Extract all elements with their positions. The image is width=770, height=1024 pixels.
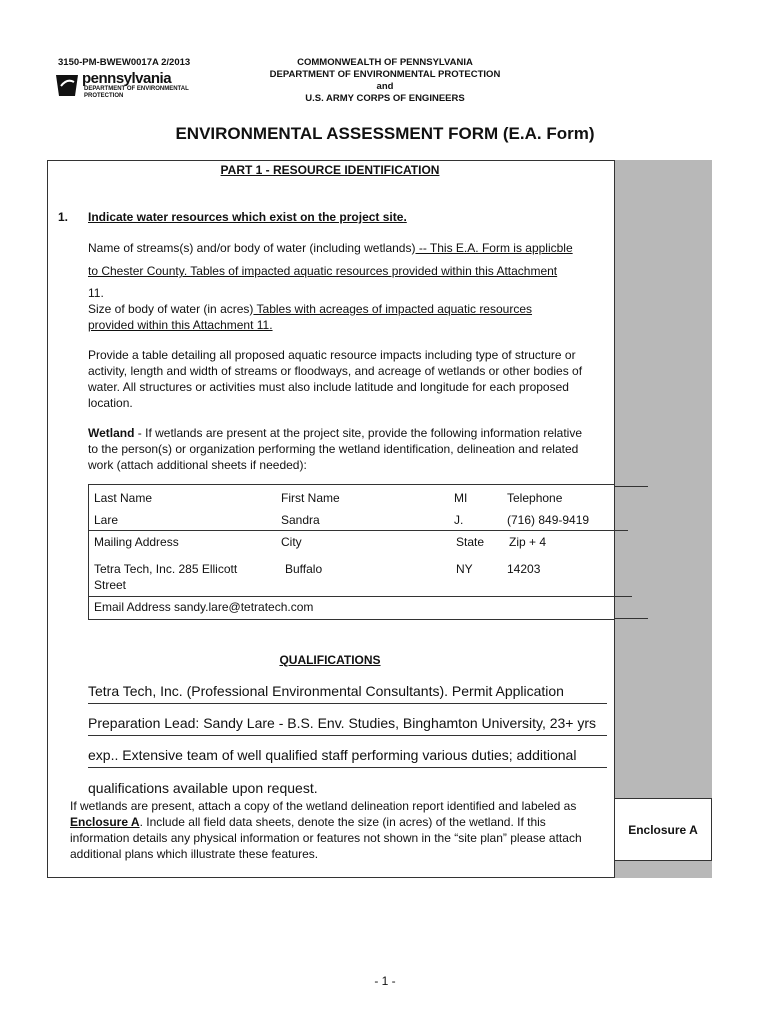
qualifications-line3[interactable]: exp.. Extensive team of well qualified staff performing various duties; additional [88,747,577,763]
city-value[interactable]: Buffalo [285,562,323,576]
enclosure-line1: If wetlands are present, attach a copy of the wetland delineation report identified and labeled as [70,799,577,813]
wetland-paragraph [88,425,582,473]
streams-label: Name of streams(s) and/or body of water (including wetlands) [88,241,416,255]
header-city: City [281,535,302,549]
address-value[interactable] [94,561,237,593]
keystone-icon [54,72,80,98]
wetland-line1: - If wetlands are present at the project site, provide the following information relative [134,426,583,440]
size-label: Size of body of water (in acres) [88,302,254,316]
telephone-value[interactable]: (716) 849-9419 [507,513,590,527]
state-value[interactable]: NY [456,562,473,576]
logo-subtitle-line2: PROTECTION [84,93,124,99]
page-number: - 1 - [374,974,396,988]
question-number: 1. [58,210,69,224]
enclosure-side-label: Enclosure A [614,798,712,861]
instructions-line2: activity, length and width of streams or floodways, and acreage of wetlands or other bodies of [88,364,583,378]
header-first-name: First Name [281,491,340,505]
header-mi: MI [454,491,468,505]
wetland-line3: work (attach additional sheets if needed): [88,458,307,472]
agency-line4: U.S. ARMY CORPS OF ENGINEERS [305,93,465,104]
address-line2: Street [94,578,127,592]
question-text [88,210,407,224]
qualifications-line2[interactable]: Preparation Lead: Sandy Lare - B.S. Env. Studies, Binghamton University, 23+ yrs [88,715,597,731]
header-state: State [456,535,485,549]
header-telephone: Telephone [507,491,563,505]
enclosure-label: Enclosure A [70,815,140,829]
question-period: . [403,210,407,224]
instructions [88,347,582,411]
instructions-line3: water. All structures or activities must also include latitude and longitude for each proposed [88,380,569,394]
first-name-value[interactable]: Sandra [281,513,320,527]
last-name-value[interactable]: Lare [94,513,119,527]
logo-subtitle-line1: DEPARTMENT OF ENVIRONMENTAL [84,86,189,92]
wetland-label: Wetland [88,426,135,440]
part-heading: PART 1 - RESOURCE IDENTIFICATION [220,163,440,177]
question-label: Indicate water resources which exist on the project site [88,210,404,224]
size-value-2[interactable]: provided within this Attachment 11. [88,318,273,332]
zip-value[interactable]: 14203 [507,562,541,576]
agency-line2: DEPARTMENT OF ENVIRONMENTAL PROTECTION [269,69,501,80]
enclosure-line2: . Include all field data sheets, denote the size (in acres) of the wetland. If this [139,815,546,829]
wetland-line2: to the person(s) or organization performing the wetland identification, delineation and related [88,442,579,456]
mi-value[interactable]: J. [454,513,464,527]
side-column [614,160,712,878]
header-mailing-address: Mailing Address [94,535,179,549]
logo-subtitle [84,86,189,100]
logo-wordmark: pennsylvania [82,70,172,87]
header-last-name: Last Name [94,491,153,505]
enclosure-line3: information details any physical information or features not shown in the “site plan” please attach [70,831,582,845]
instructions-line4: location. [88,396,133,410]
size-value-1[interactable]: Tables with acreages of impacted aquatic resources [253,302,533,316]
streams-value-3[interactable]: 11. [88,286,104,300]
qualifications-line4[interactable]: qualifications available upon request. [88,780,318,796]
header-zip: Zip + 4 [509,535,547,549]
agency-line3: and [376,81,394,92]
qualifications-heading: QUALIFICATIONS [279,653,381,667]
pa-dep-logo [54,70,194,102]
enclosure-paragraph [70,798,610,862]
form-number: 3150-PM-BWEW0017A 2/2013 [58,57,191,68]
streams-field [88,240,614,256]
page-title: ENVIRONMENTAL ASSESSMENT FORM (E.A. Form) [175,124,595,143]
instructions-line1: Provide a table detailing all proposed aquatic resource impacts including type of structure or [88,348,576,362]
agency-line1: COMMONWEALTH OF PENNSYLVANIA [297,57,473,68]
streams-value-2[interactable]: to Chester County. Tables of impacted aquatic resources provided within this Attachment [88,264,558,278]
agency-block [240,57,530,105]
email-value[interactable]: Email Address sandy.lare@tetratech.com [94,600,314,614]
streams-value-1[interactable]: -- This E.A. Form is applicble [415,241,573,255]
enclosure-line4: additional plans which illustrate these features. [70,847,319,861]
qualifications-line1[interactable]: Tetra Tech, Inc. (Professional Environmental Consultants). Permit Application [88,683,564,699]
size-field [88,301,532,317]
address-line1: Tetra Tech, Inc. 285 Ellicott [94,562,238,576]
